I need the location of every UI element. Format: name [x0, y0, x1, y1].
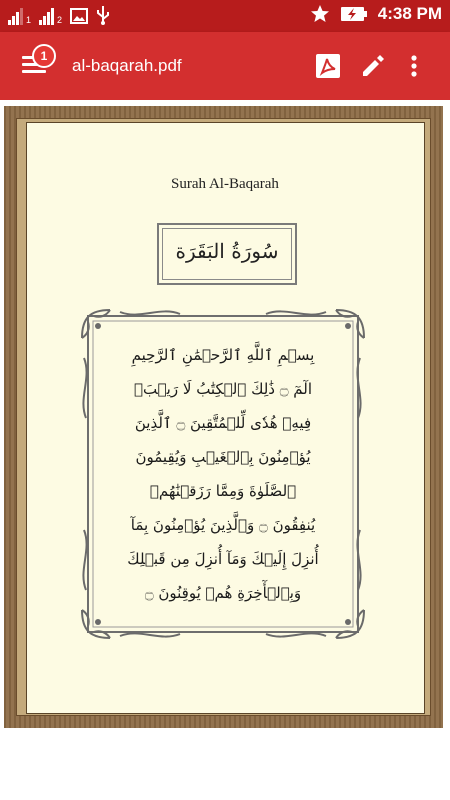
- verse-line: بِسۡمِ ٱللَّهِ ٱلرَّحۡمَٰنِ ٱلرَّحِيمِ: [131, 346, 315, 364]
- verse-line: وَبِٱلۡأٓخِرَةِ هُمۡ يُوقِنُونَ ۝: [144, 584, 302, 602]
- edit-icon[interactable]: [359, 52, 387, 80]
- notification-badge: 1: [32, 44, 56, 68]
- document-title: al-baqarah.pdf: [72, 56, 182, 75]
- verse-line: فِيهِۛ هُدٗى لِّلۡمُتَّقِينَ ۝ ٱلَّذِينَ: [134, 414, 312, 432]
- verse-line: الٓمٓ ۝ ذَٰلِكَ ٱلۡكِتَٰبُ لَا رَيۡبَۛ: [133, 380, 313, 398]
- sim1-label: 1: [26, 15, 32, 25]
- app-bar: [0, 32, 450, 100]
- star-icon: [310, 4, 330, 24]
- verse-line: يُنفِقُونَ ۝ وَٱلَّذِينَ يُؤۡمِنُونَ بِمَآ: [130, 516, 316, 534]
- usb-icon: [96, 5, 110, 25]
- status-right-icons: [310, 4, 442, 24]
- pdf-icon[interactable]: [314, 52, 342, 80]
- status-time: 4:38 PM: [377, 4, 442, 23]
- verse-line: يُؤۡمِنُونَ بِٱلۡغَيۡبِ وَيُقِيمُونَ: [135, 448, 311, 466]
- bottom-empty-area: [0, 728, 450, 800]
- title-cartouche: [157, 223, 297, 285]
- verse-text: [100, 338, 346, 610]
- signal-icon: [8, 5, 31, 25]
- verse-line: ٱلصَّلَوٰةَ وَمِمَّا رَزَقۡنَٰهُمۡ: [149, 482, 297, 500]
- image-icon: [70, 7, 88, 25]
- more-options-icon[interactable]: [404, 52, 424, 80]
- signal-icon: [39, 5, 62, 25]
- status-left-icons: [8, 5, 110, 25]
- sim2-label: 2: [57, 15, 63, 25]
- verse-line: أُنزِلَ إِلَيۡكَ وَمَآ أُنزِلَ مِن قَبۡلِكَ: [127, 550, 319, 568]
- menu-button[interactable]: [22, 49, 48, 76]
- battery-charging-icon: [340, 6, 368, 22]
- page-heading: Surah Al-Baqarah: [171, 176, 279, 192]
- surah-calligraphy: سُورَةُ البَقَرَة: [175, 239, 279, 263]
- status-bar: [0, 0, 450, 32]
